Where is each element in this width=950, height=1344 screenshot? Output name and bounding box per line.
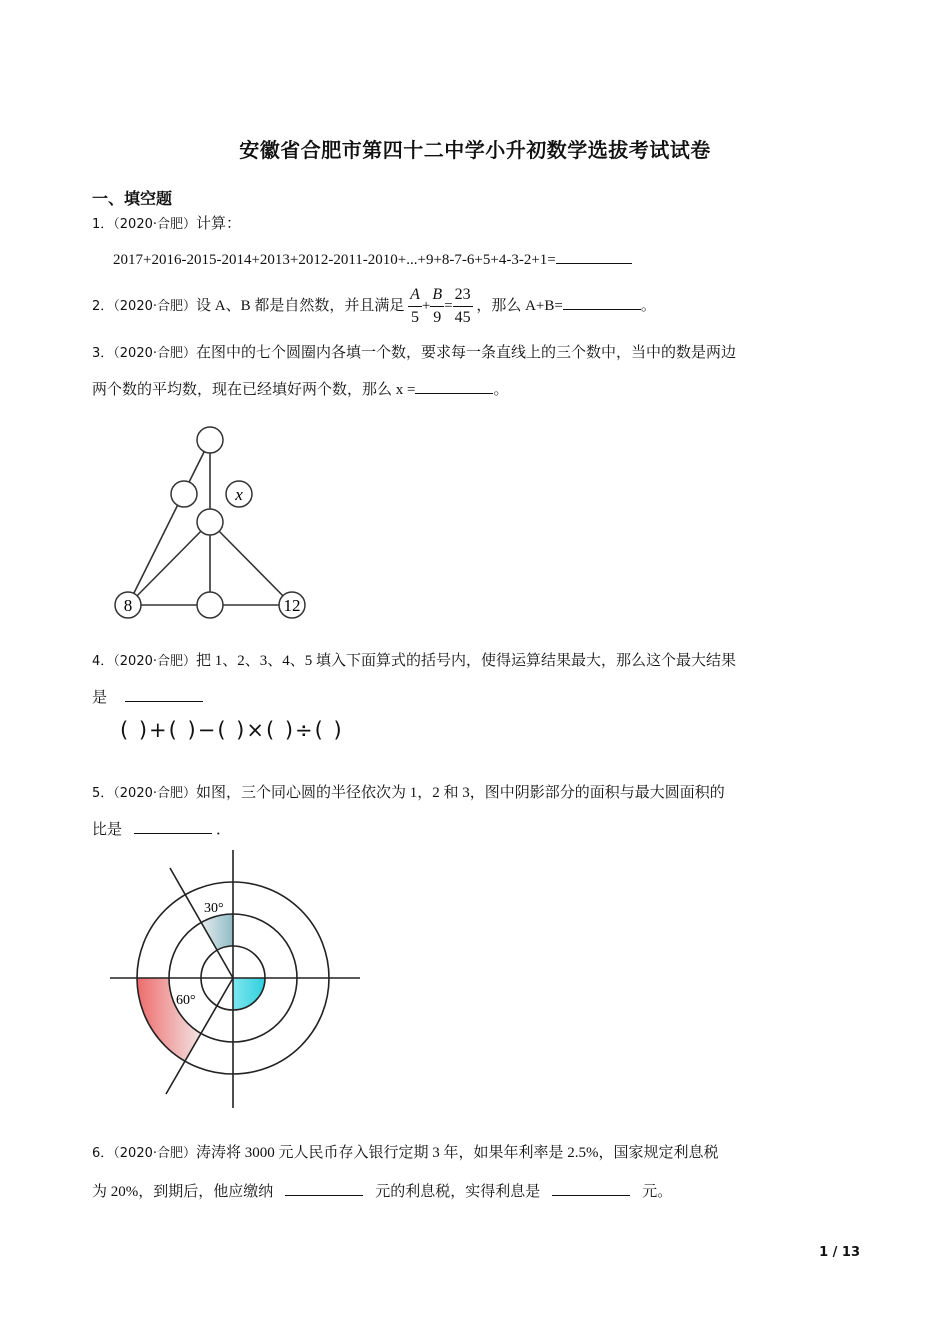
question-text-line2: 比是 xyxy=(92,822,123,838)
fraction-23-over-45 xyxy=(453,284,473,329)
q1-expression xyxy=(113,247,636,269)
answer-blank-tax[interactable] xyxy=(285,1179,363,1196)
question-text: 设 A、B 都是自然数，并且满足 xyxy=(196,298,405,314)
circle-bottom-middle xyxy=(197,592,223,618)
question-4 xyxy=(92,643,862,717)
q3-circle-figure xyxy=(108,418,308,623)
question-2 xyxy=(92,280,862,333)
question-number: 2． xyxy=(92,299,114,314)
question-source: （2020·合肥） xyxy=(113,1146,196,1161)
answer-blank[interactable] xyxy=(556,247,632,264)
question-text-line2b: 元的利息税，实得利息是 xyxy=(375,1184,541,1200)
question-text-line1: 如图，三个同心圆的半径依次为 1，2 和 3，图中阴影部分的面积与最大圆面积的 xyxy=(196,785,725,801)
answer-blank[interactable] xyxy=(134,817,212,834)
label-8: 8 xyxy=(123,596,133,615)
label-12: 12 xyxy=(283,596,301,615)
question-text-tail: ，那么 A+B= xyxy=(476,298,563,314)
question-6 xyxy=(92,1134,862,1212)
question-number: 3． xyxy=(92,346,114,361)
question-text-line1: 在图中的七个圆圈内各填一个数，要求每一条直线上的三个数中，当中的数是两边 xyxy=(196,345,737,361)
denominator: 9 xyxy=(433,309,442,327)
numerator: 23 xyxy=(453,284,473,307)
question-text-line1: 涛涛将 3000 元人民币存入银行定期 3 年，如果年利率是 2.5%，国家规定利息税 xyxy=(196,1145,719,1161)
answer-blank-interest[interactable] xyxy=(552,1179,630,1196)
circle-center xyxy=(197,509,223,535)
answer-blank[interactable] xyxy=(125,685,203,702)
question-text-line1: 把 1、2、3、4、5 填入下面算式的括号内，使得运算结果最大，那么这个最大结果 xyxy=(196,653,737,669)
page-title: 安徽省合肥市第四十二中学小升初数学选拔考试试卷 xyxy=(239,138,711,162)
question-5 xyxy=(92,775,862,849)
denominator: 45 xyxy=(454,309,471,327)
question-source: （2020·合肥） xyxy=(113,346,196,361)
period: 。 xyxy=(640,298,656,314)
fraction-b-over-9 xyxy=(430,284,444,329)
denominator: 5 xyxy=(410,309,419,327)
period: 。 xyxy=(493,382,509,398)
question-source: （2020·合肥） xyxy=(113,654,196,669)
angle-label-30: 30° xyxy=(204,901,224,916)
page-number: 1 / 13 xyxy=(819,1245,860,1260)
angle-label-60: 60° xyxy=(176,993,196,1008)
plus-sign: + xyxy=(421,298,431,314)
equals-sign: = xyxy=(444,298,453,314)
q5-concentric-circles-figure xyxy=(108,850,368,1110)
question-source: （2020·合肥） xyxy=(113,217,196,232)
question-text-line2c: 元。 xyxy=(642,1184,673,1200)
question-source: （2020·合肥） xyxy=(113,299,196,314)
section-heading: 一、填空题 xyxy=(92,189,173,208)
question-source: （2020·合肥） xyxy=(113,786,196,801)
question-text-line2: 两个数的平均数，现在已经填好两个数，那么 x = xyxy=(92,382,416,398)
fraction-a-over-5 xyxy=(408,284,422,329)
question-number: 6． xyxy=(92,1146,114,1161)
question-number: 5． xyxy=(92,786,114,801)
answer-blank[interactable] xyxy=(415,377,493,394)
circle-upper-left xyxy=(171,481,197,507)
numerator: B xyxy=(430,284,444,307)
numerator: A xyxy=(408,284,422,307)
question-text-line2: 是 xyxy=(92,690,108,706)
circle-top xyxy=(197,427,223,453)
question-3 xyxy=(92,335,862,409)
question-text-line2a: 为 20%，到期后，他应缴纳 xyxy=(92,1184,274,1200)
q4-formula: ( )+( )−( )×( )÷( ) xyxy=(120,718,344,742)
label-x: x xyxy=(235,485,243,504)
question-text: 计算： xyxy=(196,216,242,232)
question-number: 1． xyxy=(92,217,114,232)
answer-blank[interactable] xyxy=(563,293,641,310)
question-number: 4． xyxy=(92,654,114,669)
q1-expression-text: 2017+2016-2015-2014+2013+2012-2011-2010+...+9+8-7-6+5+4-3-2+1= xyxy=(113,252,556,268)
question-1 xyxy=(92,206,862,243)
period: ． xyxy=(216,822,232,838)
